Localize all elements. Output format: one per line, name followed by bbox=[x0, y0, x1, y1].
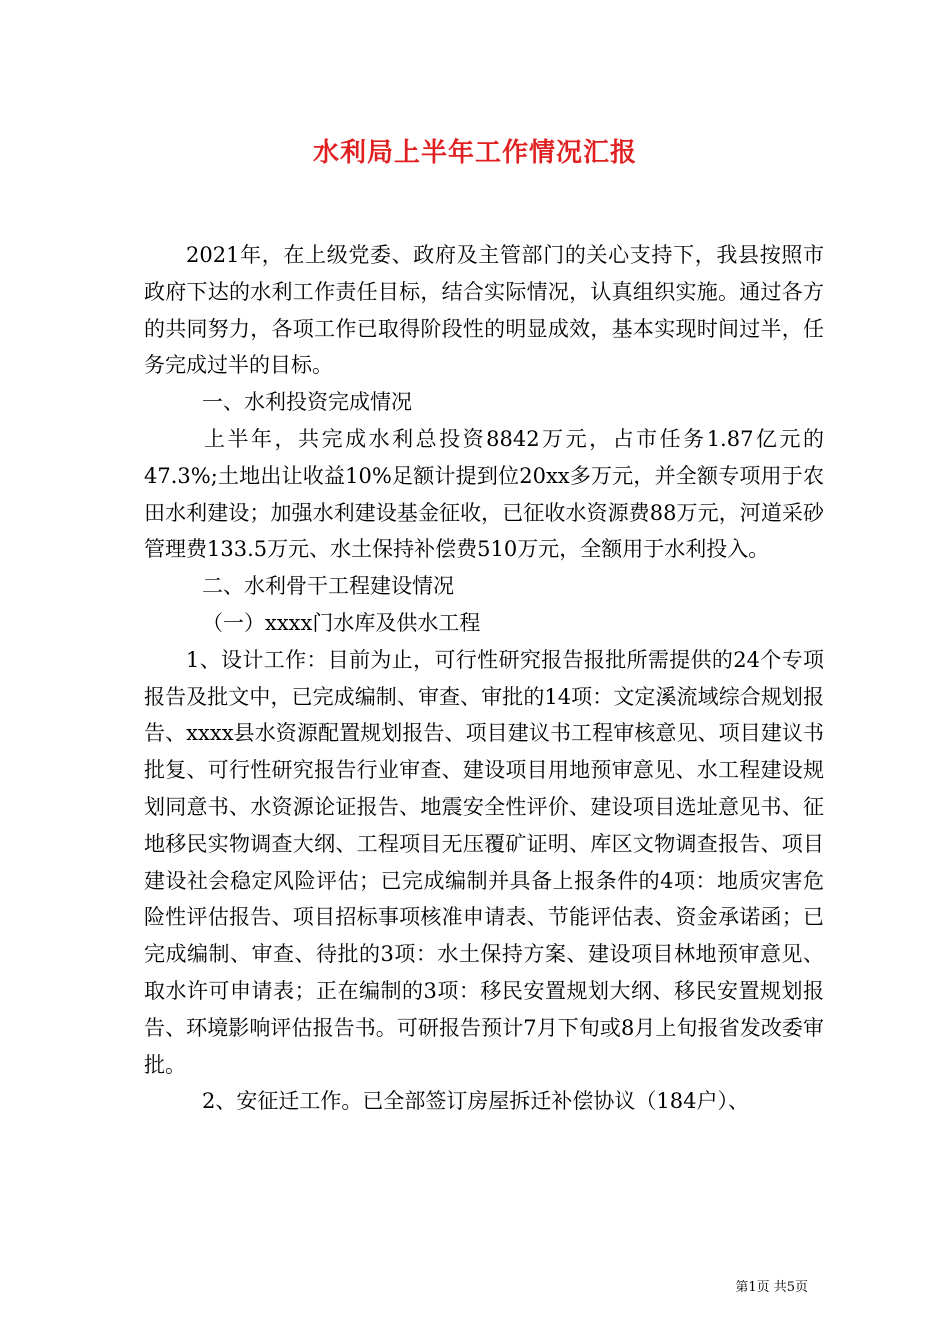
document-body bbox=[144, 237, 824, 1120]
paragraph-investment: 上半年，共完成水利总投资8842万元，占市任务1.87亿元的47.3%;土地出让收益10%足额计提到位20xx多万元，并全额专项用于农田水利建设；加强水利建设基金征收，已征收水资源费88万元，河道采砂管理费133.5万元、水土保持补偿费510万元，全额用于水利投入。 bbox=[144, 426, 824, 562]
paragraph-design-work: 1、设计工作：目前为止，可行性研究报告报批所需提供的24个专项报告及批文中，已完成编制、审查、审批的14项：文定溪流域综合规划报告、xxxx县水资源配置规划报告、项目建议书工程审核意见、项目建议书批复、可行性研究报告行业审查、建设项目用地预审意见、水工程建设规划同意书、水资源论证报告、地震安全性评价、建设项目选址意见书、征地移民实物调查大纲、工程项目无压覆矿证明、库区文物调查报告、项目建设社会稳定风险评估；已完成编制并具备上报条件的4项：地质灾害危险性评估报告、项目招标事项核准申请表、节能评估表、资金承诺函；已完成编制、审查、待批的3项：水土保持方案、建设项目林地预审意见、取水许可申请表；正在编制的3项：移民安置规划大纲、移民安置规划报告、环境影响评估报告书。可研报告预计7月下旬或8月上旬报省发改委审批。 bbox=[144, 647, 824, 1077]
paragraph-intro: 2021年，在上级党委、政府及主管部门的关心支持下，我县按照市政府下达的水利工作责任目标，结合实际情况，认真组织实施。通过各方的共同努力，各项工作已取得阶段性的明显成效，基本实现时间过半，任务完成过半的目标。 bbox=[144, 243, 824, 378]
section-heading-1: 一、水利投资完成情况 bbox=[202, 390, 412, 415]
section-heading-2: 二、水利骨干工程建设情况 bbox=[202, 574, 454, 599]
paragraph-relocation-work: 2、安征迁工作。已全部签订房屋拆迁补偿协议（184户）、 bbox=[202, 1089, 749, 1114]
document-title: 水利局上半年工作情况汇报 bbox=[312, 138, 637, 168]
page-number: 第1页 共5页 bbox=[735, 1280, 808, 1295]
subsection-heading-1: （一）xxxx门水库及供水工程 bbox=[202, 610, 481, 635]
